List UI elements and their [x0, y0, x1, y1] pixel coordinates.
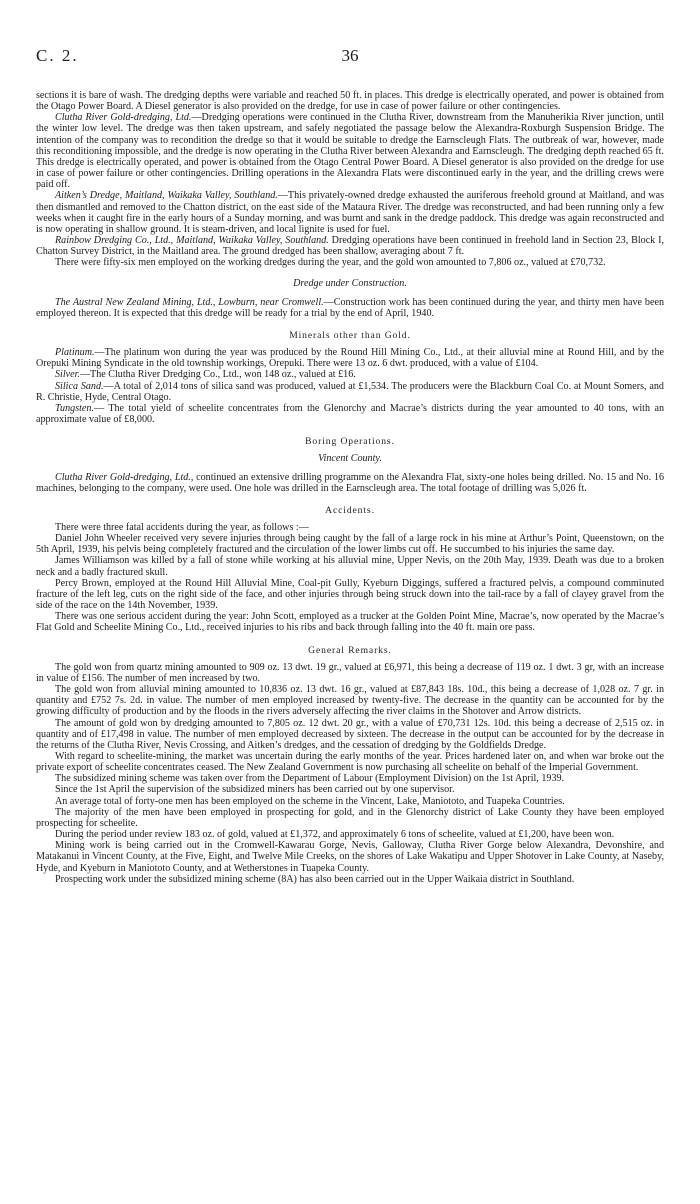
paragraph: Rainbow Dredging Co., Ltd., Maitland, Waikaka Valley, Southland. Dredging operations have been continued in freehold land in Section 23, Block I, Chatton Survey District, in the Maitland area. The ground dredged has been shallow, averaging about 7 ft. — [36, 235, 665, 258]
paragraph: Clutha River Gold-dredging, Ltd.—Dredging operations were continued in the Clutha River, downstream from the Manuherikia River junction, until the winter low level. The dredge was then taken upstream, and safely negotiated the passage below the Alexandra-Roxburgh Suspension Bridge. The intention of the company was to recondition the dredge so that it would be suitable to dredge the Earnscleugh Flats. The outbreak of war, however, made this reconditioning impossible, and the dredge is now operating in the Clutha River between Alexandra and Earnscleugh. The dredging depth reached 65 ft. This dredge is electrically operated, and power is obtained from the Otago Central Power Board. A Diesel generator is also provided on the dredge for use in case of power failure or other contingencies. Drilling operations in the Alexandra Flats were discontinued early in the year, and the drilling crews were paid off. — [36, 112, 665, 191]
paragraph: Platinum.—The platinum won during the year was produced by the Round Hill Mining Co., Ltd., at their alluvial mine at Round Hill, and by the Orepuki Mining Syndicate in the old township workings, Orepuki. There were 13 oz. 6 dwt. produced, with a value of £104. — [36, 347, 664, 370]
section-heading: Accidents. — [325, 504, 375, 516]
document-body — [36, 90, 664, 885]
paragraph: The gold won from alluvial mining amounted to 10,836 oz. 13 dwt. 16 gr., valued at £87,843 18s. 10d., this being a decrease of 1,028 oz. 7 gr. in quantity and £752 7s. 2d. in value. The number of men employed increased by twenty-five. The decrease in the quantity can be accounted for by the growing difficulty of production and by the floods in the rivers adversely affecting the river claims in the Shotover and Arrow districts. — [36, 684, 664, 718]
dredge-name: Aitken’s Dredge, Maitland, Waikaka Valley, Southland. — [55, 190, 278, 202]
paragraph: James Williamson was killed by a fall of stone while working at his alluvial mine, Upper Nevis, on the 20th May, 1939. Death was due to a broken neck and a badly fractured skull. — [36, 555, 664, 578]
paragraph: sections it is bare of wash. The dredging depths were variable and reached 50 ft. in places. This dredge is electrically operated, and power is obtained from the Otago Power Board. A Diesel generator is also provided on the dredge, for use in case of power failure or other contingencies. — [36, 90, 664, 113]
section-heading: Minerals other than Gold. — [289, 329, 411, 341]
mineral-name: Silver. — [55, 369, 80, 381]
company-name: The Austral New Zealand Mining, Ltd., Lowburn, near Cromwell. — [55, 296, 324, 308]
paragraph: Clutha River Gold-dredging, Ltd., continued an extensive drilling programme on the Alexandra Flat, sixty-one holes being drilled. No. 15 and No. 16 machines, belonging to the company, were used. One hole was drilled in the Earnscleugh area. The total footage of drilling was 5,026 ft. — [36, 471, 665, 494]
paragraph: With regard to scheelite-mining, the market was uncertain during the early months of the year. Prices hardened later on, and when war broke out the private export of scheelite concentrates ceased. The New Zealand Government is now purchasing all scheelite on behalf of the Imperial Government. — [36, 750, 664, 774]
paragraph: The amount of gold won by dredging amounted to 7,805 oz. 12 dwt. 20 gr., with a value of £70,731 12s. 10d. this being a decrease of 2,515 oz. in quantity and of £17,498 in value. The number of men employed decreased by sixteen. The decrease in the output can be accounted for by the decrease in the returns of the Clutha River, Nevis Crossing, and Aitken’s dredges, and the cessation of dredging by the Goldfields Dredge. — [36, 717, 664, 751]
paragraph: Since the 1st April the supervision of the subsidized miners has been carried out by one supervisor. — [55, 784, 455, 796]
paragraph: The majority of the men have been employed in prospecting for gold, and in the Glenorchy district of Lake County they have been employed prospecting for scheelite. — [36, 806, 664, 829]
paragraph: There were fifty-six men employed on the working dredges during the year, and the gold won amounted to 7,806 oz., valued at £70,732. — [55, 257, 606, 269]
paragraph: Tungsten.— The total yield of scheelite concentrates from the Glenorchy and Macrae’s districts during the year amounted to 40 tons, with an approximate value of £8,000. — [36, 402, 664, 426]
mineral-name: Silica Sand. — [55, 380, 104, 392]
paragraph: During the period under review 183 oz. of gold, valued at £1,372, and approximately 6 tons of scheelite, valued at £1,200, have been won. — [55, 829, 615, 841]
paragraph: Daniel John Wheeler received very severe injuries through being caught by the fall of a large rock in his mine at Arthur’s Point, Queenstown, on the 5th April, 1939, his pelvis being completely fractured and the circulation of the lower limbs cut off. He succumbed to his injuries the same day. — [36, 533, 664, 556]
paragraph: There were three fatal accidents during the year, as follows :— — [55, 522, 309, 533]
parliamentary-paper-number: C. 2. — [36, 46, 79, 65]
section-heading: Boring Operations. — [305, 436, 395, 448]
company-name: Clutha River Gold-dredging, Ltd. — [55, 471, 191, 483]
paragraph: The Austral New Zealand Mining, Ltd., Lowburn, near Cromwell.—Construction work has been continued during the year, and thirty men have been employed thereon. It is expected that this dredge will be ready for a trial by the end of April, 1940. — [36, 296, 664, 319]
paragraph: Prospecting work under the subsidized mining scheme (8A) has also been carried out in the Upper Waikaia district in Southland. — [55, 873, 575, 885]
page-header — [36, 46, 664, 70]
paragraph: Mining work is being carried out in the Cromwell-Kawarau Gorge, Nevis, Galloway, Clutha River Gorge below Alexandra, Devonshire, and Matakanui in Vincent County, at the Five, Eight, and Twelve Mile Creeks, on the shores of Lake Wakatipu and Upper Shotover in Lake County, at Naseby, Hyde, and Kyeburn in Maniototo County, and at Wetherstones in Tuapeka County. — [36, 840, 664, 874]
paragraph: Silica Sand.—A total of 2,014 tons of silica sand was produced, valued at £1,534. The producers were the Blackburn Coal Co. at Mount Somers, and R. Christie, Hyde, Central Otago. — [36, 380, 664, 403]
paragraph: Percy Brown, employed at the Round Hill Alluvial Mine, Coal-pit Gully, Kyeburn Diggings, suffered a fractured pelvis, a compound comminuted fracture of the left leg, cuts on the right side of the face, and other injuries through being struck down into the tail-race by a fall of clayey gravel from the side of the race on the 14th November, 1939. — [36, 577, 664, 612]
paragraph: An average total of forty-one men has been employed on the scheme in the Vincent, Lake, Maniototo, and Tuapeka Countries. — [55, 795, 565, 807]
page-number: 36 — [341, 46, 359, 65]
paragraph: Silver.—The Clutha River Dredging Co., Ltd., won 148 oz., valued at £16. — [55, 369, 356, 381]
mineral-name: Tungsten. — [55, 402, 94, 414]
paragraph: The gold won from quartz mining amounted to 909 oz. 13 dwt. 19 gr., valued at £6,971, this being a decrease of 119 oz. 1 dwt. 3 gr, with an increase in value of £156. The number of men increased by two. — [36, 661, 664, 684]
dredge-name: Rainbow Dredging Co., Ltd., Maitland, Waikaka Valley, Southland. — [55, 235, 329, 247]
dredge-name: Clutha River Gold-dredging, Ltd. — [55, 112, 192, 124]
subsection-heading: Vincent County. — [318, 453, 382, 465]
section-heading: Dredge under Construction. — [293, 277, 407, 289]
section-heading: General Remarks. — [308, 644, 392, 656]
paragraph: The subsidized mining scheme was taken over from the Department of Labour (Employment Division) on the 1st April, 1939. — [55, 773, 565, 785]
paragraph: Aitken’s Dredge, Maitland, Waikaka Valley, Southland.—This privately-owned dredge exhausted the auriferous freehold ground at Maitland, and was then dismantled and removed to the Chatton district, on the east side of the Mataura River. The dredge was reconstructed, and had been running only a few weeks when it caught fire in the early hours of a Sunday morning, and was burnt and sank in the dredge paddock. This dredge was again reconstructed and is now operating in shallow ground. It is steam-driven, and local lignite is used for fuel. — [36, 190, 664, 235]
mineral-name: Platinum. — [55, 347, 95, 359]
paragraph: There was one serious accident during the year: John Scott, employed as a trucker at the Golden Point Mine, Macrae’s, now operated by the Macrae’s Flat Gold and Scheelite Mining Co., Ltd., received injuries to his ribs and back through falling into the 40 ft. main ore pass. — [36, 611, 664, 634]
